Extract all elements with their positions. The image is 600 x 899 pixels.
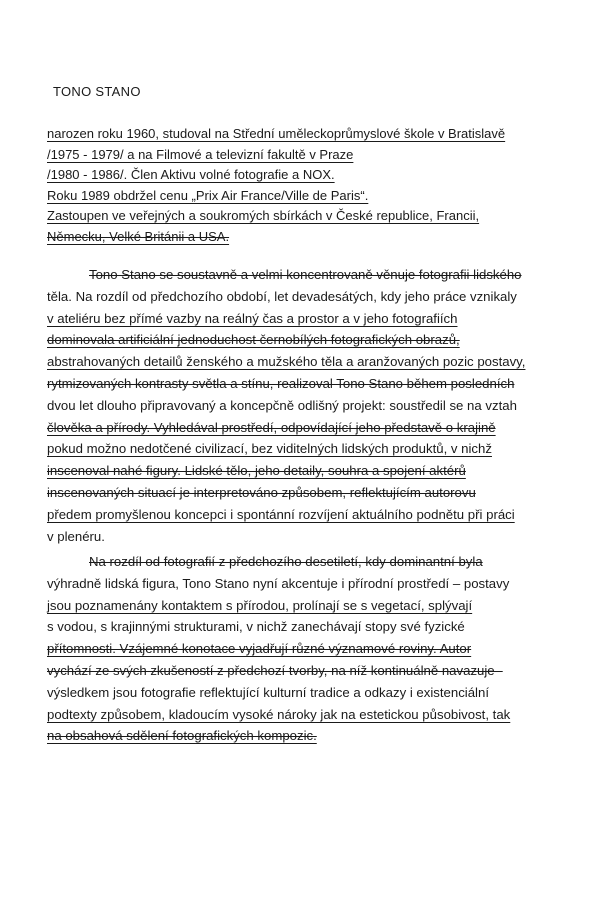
paragraph-line: s vodou, s krajinnými strukturami, v nichž zanechávají stopy své fyzické <box>47 619 465 635</box>
paragraph-2 <box>47 551 567 747</box>
paragraph-1 <box>47 264 567 547</box>
biography-block <box>47 124 567 247</box>
paragraph-line: výhradně lidská figura, Tono Stano nyní akcentuje i přírodní prostředí – postavy <box>47 575 510 591</box>
paragraph-line: inscenovaných situací je interpretováno způsobem, reflektujícím autorovu <box>47 484 476 500</box>
paragraph-line: dominovala artificiální jednoduchost černobílých fotografických obrazů, <box>47 332 460 348</box>
paragraph-line: inscenoval nahé figury. Lidské tělo, jeho detaily, souhra a spojení aktérů <box>47 463 466 479</box>
paragraph-line: předem promyšlenou koncepci i spontánní rozvíjení aktuálního podnětu při práci <box>47 506 515 522</box>
paragraph-line: dvou let dlouho připravovaný a koncepčně odlišný projekt: soustředil se na vztah <box>47 397 517 413</box>
paragraph-line: vychází ze svých zkušeností z předchozí tvorby, na níž kontinuálně navazuje - <box>47 662 503 678</box>
paragraph-line: přítomnosti. Vzájemné konotace vyjadřují různé významové roviny. Autor <box>47 641 472 657</box>
bio-line: Německu, Velké Británii a USA. <box>47 228 230 244</box>
paragraph-line: Tono Stano se soustavně a velmi koncentrovaně věnuje fotografii lidského <box>89 267 522 282</box>
paragraph-line: na obsahová sdělení fotografických kompozic. <box>47 728 317 744</box>
bio-line: Roku 1989 obdržel cenu „Prix Air France/Ville de Paris“. <box>47 187 369 203</box>
paragraph-line: v plenéru. <box>47 528 105 544</box>
paragraph-line: v ateliéru bez přímé vazby na reálný čas a prostor a v jeho fotografiích <box>47 310 458 326</box>
paragraph-line: těla. Na rozdíl od předchozího období, let devadesátých, kdy jeho práce vznikaly <box>47 288 517 304</box>
paragraph-line: výsledkem jsou fotografie reflektující kulturní tradice a odkazy i existenciální <box>47 684 489 700</box>
paragraph-line: člověka a přírody. Vyhledával prostředí, odpovídající jeho představě o krajině <box>47 419 496 435</box>
paragraph-line: abstrahovaných detailů ženského a mužského těla a aranžovaných pozic postavy, <box>47 354 526 370</box>
paragraph-line: Na rozdíl od fotografií z předchozího desetiletí, kdy dominantní byla <box>89 554 483 569</box>
bio-line: /1975 - 1979/ a na Filmové a televizní fakultě v Praze <box>47 146 354 162</box>
bio-line: /1980 - 1986/. Člen Aktivu volné fotografie a NOX. <box>47 167 335 182</box>
paragraph-line: pokud možno nedotčené civilizací, bez viditelných lidských produktů, v nichž <box>47 441 492 457</box>
bio-line: Zastoupen ve veřejných a soukromých sbírkách v České republice, Francii, <box>47 208 480 223</box>
paragraph-line: rytmizovaných kontrasty světla a stínu, realizoval Tono Stano během posledních <box>47 375 515 391</box>
paragraph-line: podtexty způsobem, kladoucím vysoké nároky jak na estetickou působivost, tak <box>47 706 511 722</box>
paragraph-line: jsou poznamenány kontaktem s přírodou, prolínají se s vegetací, splývají <box>47 597 473 613</box>
bio-line: narozen roku 1960, studoval na Střední uměleckoprůmyslové škole v Bratislavě <box>47 126 506 141</box>
document-title: TONO STANO <box>53 84 141 99</box>
